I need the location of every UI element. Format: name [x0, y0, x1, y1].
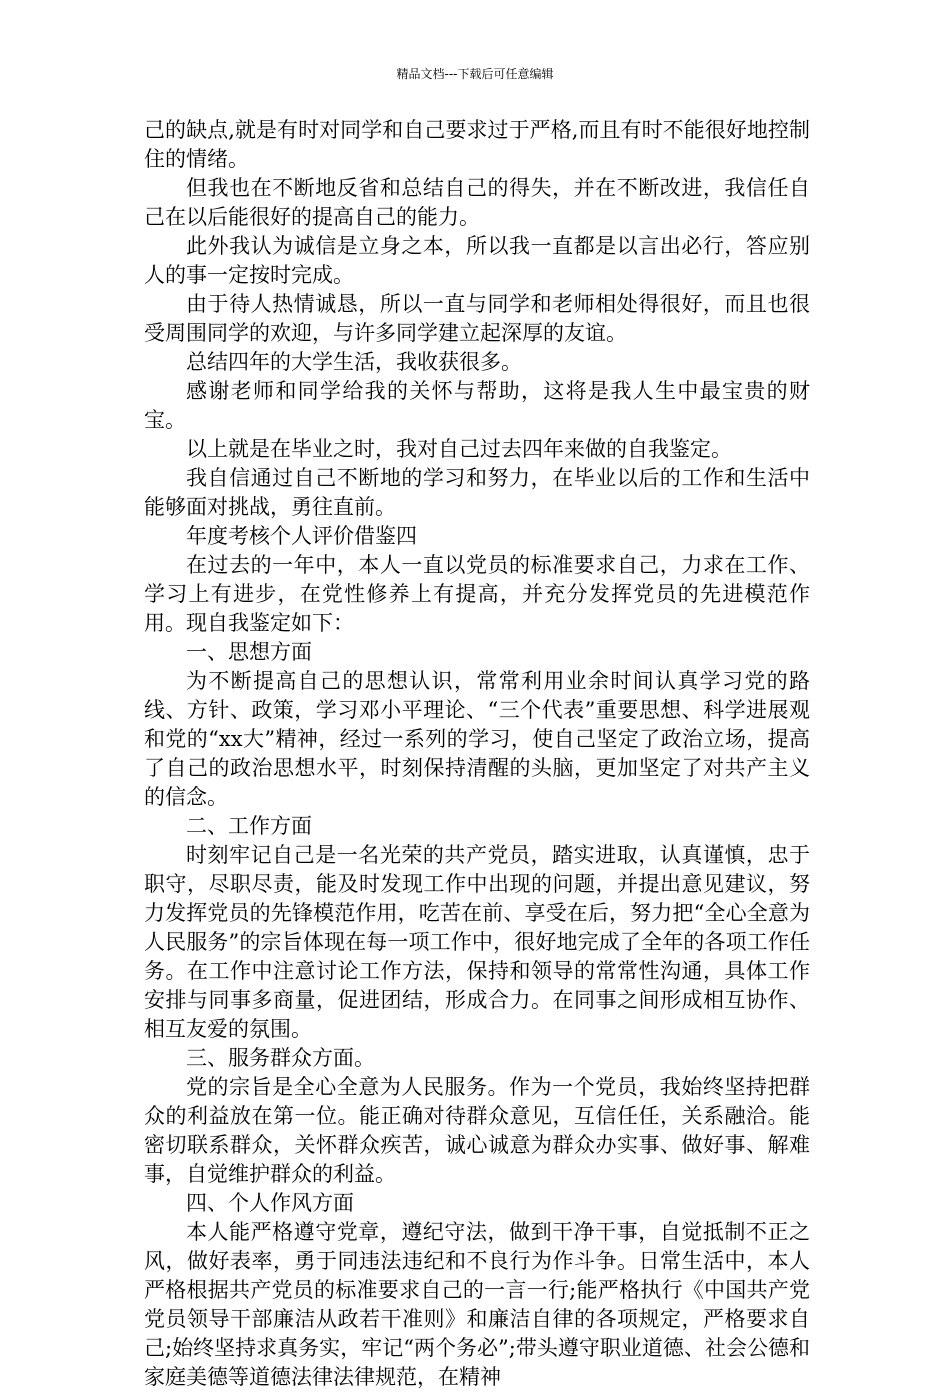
document-body: [144, 116, 810, 1392]
section-heading: 四、个人作风方面: [186, 1191, 354, 1215]
paragraph: 由于待人热情诚恳，所以一直与同学和老师相处得很好，而且也很受周围同学的欢迎，与许多同学建立起深厚的友谊。: [144, 292, 810, 345]
paragraph: 以上就是在毕业之时，我对自己过去四年来做的自我鉴定。: [186, 437, 732, 461]
section-heading: 三、服务群众方面。: [186, 1046, 375, 1070]
paragraph: 本人能严格遵守党章，遵纪守法，做到干净干事，自觉抵制不正之风，做好表率，勇于同违法违纪和不良行为作斗争。日常生活中，本人严格根据共产党员的标准要求自己的一言一行;能严格执行《中国共产党党员领导干部廉洁从政若干准则》和廉洁自律的各项规定，严格要求自己;始终坚持求真务实，牢记“两个务必”;带头遵守职业道德、社会公德和家庭美德等道德法律法律规范，在精神: [144, 1220, 810, 1389]
page-header: 精品文档---下载后可任意编辑: [396, 67, 554, 81]
section-heading: 二、工作方面: [186, 814, 312, 838]
section-heading: 一、思想方面: [186, 640, 312, 664]
paragraph: 己的缺点,就是有时对同学和自己要求过于严格,而且有时不能很好地控制住的情绪。: [144, 118, 810, 171]
paragraph: 此外我认为诚信是立身之本，所以我一直都是以言出必行，答应别人的事一定按时完成。: [144, 234, 810, 287]
paragraph: 时刻牢记自己是一名光荣的共产党员，踏实进取，认真谨慎，忠于职守，尽职尽责，能及时发现工作中出现的问题，并提出意见建议，努力发挥党员的先锋模范作用，吃苦在前、享受在后，努力把“全心全意为人民服务”的宗旨体现在每一项工作中，很好地完成了全年的各项工作任务。在工作中注意讨论工作方法，保持和领导的常常性沟通，具体工作安排与同事多商量，促进团结，形成合力。在同事之间形成相互协作、相互友爱的氛围。: [144, 843, 810, 1041]
paragraph: 党的宗旨是全心全意为人民服务。作为一个党员，我始终坚持把群众的利益放在第一位。能正确对待群众意见，互信任任，关系融洽。能密切联系群众，关怀群众疾苦，诚心诚意为群众办实事、做好事、解难事，自觉维护群众的利益。: [144, 1075, 810, 1186]
paragraph: 在过去的一年中，本人一直以党员的标准要求自己，力求在工作、学习上有进步，在党性修养上有提高，并充分发挥党员的先进模范作用。现自我鉴定如下：: [144, 553, 810, 635]
paragraph: 我自信通过自己不断地的学习和努力，在毕业以后的工作和生活中能够面对挑战，勇往直前。: [144, 466, 810, 519]
paragraph: 感谢老师和同学给我的关怀与帮助，这将是我人生中最宝贵的财宝。: [144, 379, 810, 432]
paragraph: 为不断提高自己的思想认识，常常利用业余时间认真学习党的路线、方针、政策，学习邓小平理论、“三个代表”重要思想、科学进展观和党的“xx大”精神，经过一系列的学习，使自己坚定了政治立场，提高了自己的政治思想水平，时刻保持清醒的头脑，更加坚定了对共产主义的信念。: [144, 669, 810, 809]
paragraph: 但我也在不断地反省和总结自己的得失，并在不断改进，我信任自己在以后能很好的提高自己的能力。: [144, 176, 810, 229]
paragraph: 总结四年的大学生活，我收获很多。: [186, 350, 522, 374]
section-title: 年度考核个人评价借鉴四: [186, 524, 417, 548]
